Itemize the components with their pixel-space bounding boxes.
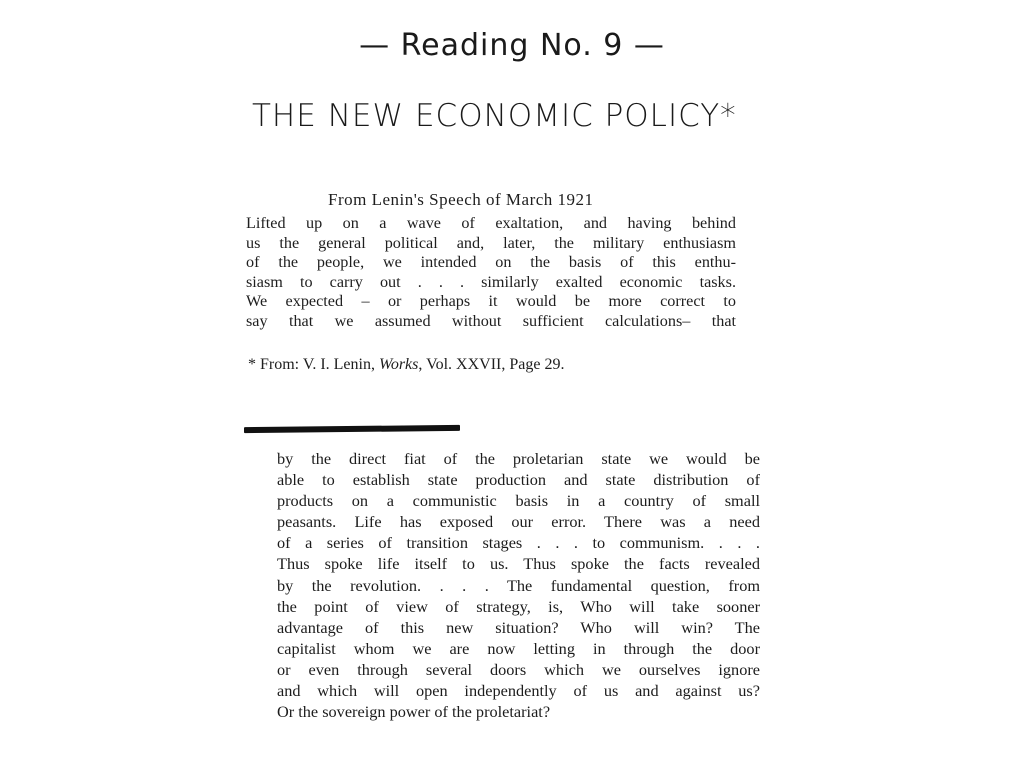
text-line: the point of view of strategy, is, Who will take sooner	[277, 596, 760, 616]
page-break-divider	[244, 425, 460, 433]
footnote-works: Works	[378, 356, 419, 373]
text-line: peasants. Life has exposed our error. There was a need	[277, 512, 760, 532]
text-line: capitalist whom we are now letting in through the door	[277, 638, 760, 658]
text-line: or even through several doors which we ourselves ignore	[277, 659, 760, 679]
text-line: Lifted up on a wave of exaltation, and having behind	[246, 214, 736, 232]
text-line: products on a communistic basis in a country of small	[277, 491, 760, 511]
paragraph-upper	[246, 214, 736, 331]
chapter-title: THE NEW ECONOMIC POLICY*	[252, 98, 737, 134]
text-line: Thus spoke life itself to us. Thus spoke the facts revealed	[277, 554, 760, 574]
text-line: by the direct fiat of the proletarian state we would be	[277, 449, 760, 468]
paragraph-lower	[277, 448, 760, 722]
footnote	[248, 356, 564, 374]
reading-number-title: — Reading No. 9 —	[359, 28, 665, 63]
footnote-prefix: * From: V. I. Lenin,	[248, 356, 379, 373]
text-line: of a series of transition stages . . . to communism. . . .	[277, 533, 760, 553]
footnote-suffix: , Vol. XXVII, Page 29.	[418, 356, 565, 373]
text-line: and which will open independently of us and against us?	[277, 681, 760, 701]
text-line: siasm to carry out . . . similarly exalted economic tasks.	[246, 272, 736, 291]
source-heading: From Lenin's Speech of March 1921	[328, 190, 594, 209]
text-line: us the general political and, later, the military enthusiasm	[246, 233, 736, 252]
text-line: say that we assumed without sufficient calculations– that	[246, 311, 736, 330]
text-line: able to establish state production and state distribution of	[277, 470, 760, 490]
text-line: We expected – or perhaps it would be more correct to	[246, 292, 736, 310]
text-line: advantage of this new situation? Who will win? The	[277, 617, 760, 637]
text-line: of the people, we intended on the basis of this enthu-	[246, 253, 736, 271]
text-line: Or the sovereign power of the proletariat?	[277, 702, 551, 722]
text-line: by the revolution. . . . The fundamental question, from	[277, 575, 760, 595]
